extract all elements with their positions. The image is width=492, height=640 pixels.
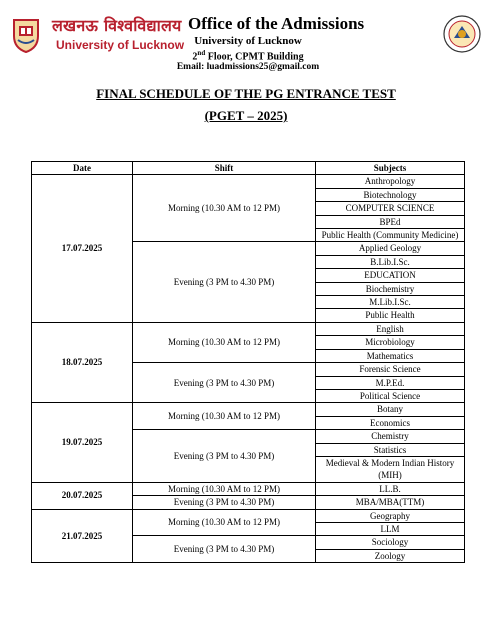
date-cell: 18.07.2025	[32, 322, 133, 402]
table-row	[32, 175, 465, 188]
university-emblem-icon	[10, 16, 42, 54]
subject-cell: Medieval & Modern Indian History (MIH)	[316, 456, 465, 482]
subject-cell: Economics	[316, 416, 465, 429]
university-name-english: University of Lucknow	[56, 38, 185, 52]
subject-cell: Biochemistry	[316, 282, 465, 295]
subject-cell: BPEd	[316, 215, 465, 228]
subject-cell: Zoology	[316, 549, 465, 562]
shift-cell: Morning (10.30 AM to 12 PM)	[133, 322, 316, 362]
subject-cell: Applied Geology	[316, 242, 465, 255]
office-title: Office of the Admissions	[188, 14, 365, 33]
date-cell: 20.07.2025	[32, 482, 133, 509]
date-cell: 21.07.2025	[32, 509, 133, 563]
table-header-row	[32, 162, 465, 175]
address-line: 2nd Floor, CPMT Building	[192, 49, 304, 63]
subject-cell: B.Lib.I.Sc.	[316, 255, 465, 268]
subject-cell: LLM	[316, 522, 465, 535]
university-name-hindi: लखनऊ विश्वविद्यालय	[52, 16, 182, 35]
page-subtitle: (PGET – 2025)	[204, 108, 288, 123]
column-header-date: Date	[32, 162, 133, 175]
subject-cell: Public Health (Community Medicine)	[316, 229, 465, 242]
email-line: Email: luadmissions25@gmail.com	[176, 62, 320, 72]
shift-cell: Morning (10.30 AM to 12 PM)	[133, 175, 316, 242]
subject-cell: Anthropology	[316, 175, 465, 188]
shift-cell: Morning (10.30 AM to 12 PM)	[133, 509, 316, 536]
shift-cell: Evening (3 PM to 4.30 PM)	[133, 536, 316, 563]
subject-cell: Mathematics	[316, 349, 465, 362]
subject-cell: Political Science	[316, 389, 465, 402]
column-header-subjects: Subjects	[316, 162, 465, 175]
shift-cell: Morning (10.30 AM to 12 PM)	[133, 403, 316, 430]
table-row	[32, 509, 465, 522]
subject-cell: Geography	[316, 509, 465, 522]
subject-cell: Forensic Science	[316, 363, 465, 376]
column-header-shift: Shift	[133, 162, 316, 175]
subject-cell: Botany	[316, 403, 465, 416]
subject-cell: Statistics	[316, 443, 465, 456]
page-title: FINAL SCHEDULE OF THE PG ENTRANCE TEST	[96, 86, 396, 101]
table-row	[32, 482, 465, 495]
shift-cell: Evening (3 PM to 4.30 PM)	[133, 496, 316, 509]
subject-cell: COMPUTER SCIENCE	[316, 202, 465, 215]
subject-cell: M.Lib.I.Sc.	[316, 296, 465, 309]
subject-cell: English	[316, 322, 465, 335]
subject-cell: M.P.Ed.	[316, 376, 465, 389]
university-seal-icon	[442, 14, 482, 54]
shift-cell: Evening (3 PM to 4.30 PM)	[133, 363, 316, 403]
subject-cell: Sociology	[316, 536, 465, 549]
university-line: University of Lucknow	[194, 35, 302, 47]
table-row	[32, 322, 465, 335]
subject-cell: Public Health	[316, 309, 465, 322]
table-row	[32, 403, 465, 416]
subject-cell: LL.B.	[316, 482, 465, 495]
date-cell: 19.07.2025	[32, 403, 133, 482]
shift-cell: Evening (3 PM to 4.30 PM)	[133, 430, 316, 483]
shift-cell: Evening (3 PM to 4.30 PM)	[133, 242, 316, 322]
subject-cell: Chemistry	[316, 430, 465, 443]
date-cell: 17.07.2025	[32, 175, 133, 322]
subject-cell: MBA/MBA(TTM)	[316, 496, 465, 509]
subject-cell: Biotechnology	[316, 188, 465, 201]
shift-cell: Morning (10.30 AM to 12 PM)	[133, 482, 316, 495]
schedule-table	[31, 161, 465, 563]
subject-cell: EDUCATION	[316, 269, 465, 282]
subject-cell: Microbiology	[316, 336, 465, 349]
